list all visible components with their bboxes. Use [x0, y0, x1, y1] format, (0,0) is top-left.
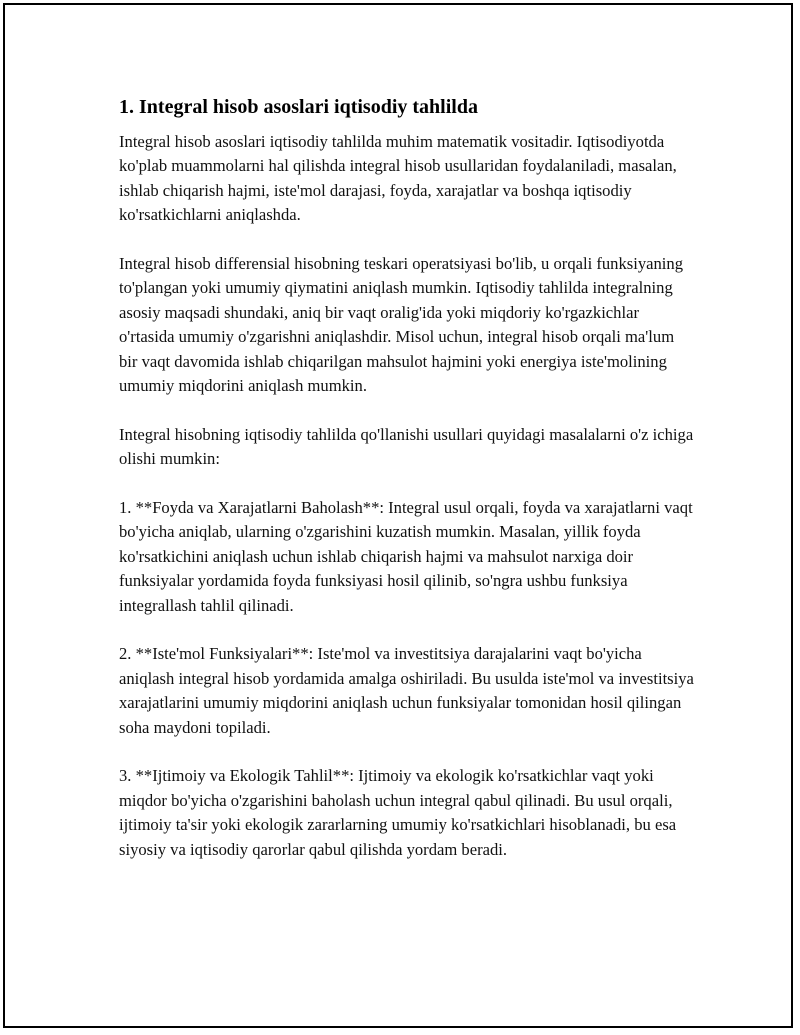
list-item-2: 2. **Iste'mol Funksiyalari**: Iste'mol va investitsiya darajalarini vaqt bo'yicha aniqlash integral hisob yordamida amalga oshiriladi. Bu usulda iste'mol va investitsiya xarajatlarini umumiy miqdorini aniqlash uchun funksiyalar tomonidan hosil qilingan soha maydoni topiladi. — [119, 644, 694, 737]
paragraph-intro: Integral hisob asoslari iqtisodiy tahlilda muhim matematik vositadir. Iqtisodiyotda ko'plab muammolarni hal qilishda integral hisob usullaridan foydalaniladi, masalan, ishlab chiqarish hajmi, iste'mol darajasi, foyda, xarajatlar va boshqa iqtisodiy ko'rsatkichlarni aniqlashda. — [119, 132, 677, 225]
document-body — [119, 95, 694, 887]
document-title: 1. Integral hisob asoslari iqtisodiy tahlilda — [119, 96, 478, 118]
list-item-3: 3. **Ijtimoiy va Ekologik Tahlil**: Ijtimoiy va ekologik ko'rsatkichlar vaqt yoki miqdor bo'yicha o'zgarishini baholash uchun integral qabul qilinadi. Bu usul orqali, ijtimoiy ta'sir yoki ekologik zararlarning umumiy ko'rsatkichlari hisoblanadi, bu esa siyosiy va iqtisodiy qarorlar qabul qilishda yordam beradi. — [119, 766, 677, 859]
list-item-1: 1. **Foyda va Xarajatlarni Baholash**: Integral usul orqali, foyda va xarajatlarni vaqt bo'yicha aniqlab, ularning o'zgarishini kuzatish mumkin. Masalan, yillik foyda ko'rsatkichini aniqlash uchun ishlab chiqarish hajmi va mahsulot narxiga doir funksiyalar yordamida foyda funksiyasi hosil qilinib, so'ngra ushbu funksiya integrallash tahlil qilinadi. — [119, 498, 693, 615]
paragraph-methods-intro: Integral hisobning iqtisodiy tahlilda qo'llanishi usullari quyidagi masalalarni o'z ichiga olishi mumkin: — [119, 424, 694, 469]
paragraph-definition: Integral hisob differensial hisobning teskari operatsiyasi bo'lib, u orqali funksiyaning to'plangan yoki umumiy qiymatini aniqlash mumkin. Iqtisodiy tahlilda integralning asosiy maqsadi shundaki, aniq bir vaqt oralig'ida yoki miqdoriy ko'rgazkichlar o'rtasida umumiy o'zgarishni aniqlashdir. Misol uchun, integral hisob orqali ma'lum bir vaqt davomida ishlab chiqarilgan mahsulot hajmini yoki energiya iste'molining umumiy miqdorini aniqlash mumkin. — [119, 254, 683, 396]
